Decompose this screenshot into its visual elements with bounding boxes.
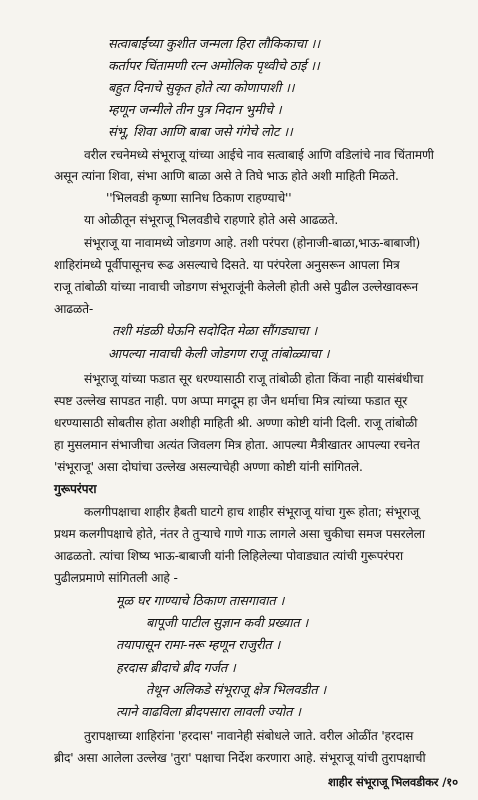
verse3-line: तयापासून रामा-नरू म्हणून राजुरीत । [116,638,281,653]
paragraph-line: संभूराजू यांच्या फडात सूर धरण्यासाठी राजू तांबोळी होता किंवा नाही यासंबंधीचा [84,372,424,386]
paragraph-line: तुरापक्षाच्या शाहिरांना 'हरदास' नावानेही संबोधले जाते. वरील ओळींत 'हरदास [84,729,414,743]
paragraph-line: संभूराजू या नावामध्ये जोडगण आहे. तशी परंपरा (होनाजी-बाळा,भाऊ-बाबाजी) [84,236,421,250]
verse3-line: बापूजी पाटील सुज्ञान कवी प्रख्यात । [146,616,309,631]
paragraph-line: धरण्यासाठी सोबतीस होता अशीही माहिती श्री. अण्णा कोष्टी यांनी दिली. राजू तांबोळी [54,416,418,430]
paragraph-line: प्रथम कलगीपक्षाचे होते, नंतर ते तुऱ्याचे गाणे गाऊ लागले असा चुकीचा समज पसरलेला [54,527,425,541]
verse3-line: मूळ घर गाण्याचे ठिकाण तासगावात । [116,594,285,609]
paragraph-line: या ओळीतून संभूराजू भिलवडीचे राहणारे होते असे आढळते. [84,213,339,227]
verse1-line: संभू, शिवा आणि बाबा जसे गंगेचे लोट ।। [108,125,293,140]
paragraph-line: कलगीपक्षाचा शाहीर हैबती घाटगे हाच शाहीर संभूराजू यांचा गुरू होता; संभूराजू [84,505,419,519]
verse1-line: म्हणून जन्मीले तीन पुत्र निदान भुमीचे । [108,103,282,118]
paragraph-line: पुढीलप्रमाणे सांगितली आहे - [54,571,178,585]
verse3-line: तेथून अलिकडे संभूराजू क्षेत्र भिलवडीत । [146,683,327,698]
verse3-line: त्याने वाढविला ब्रीदपसारा लावली ज्योत । [116,705,301,720]
paragraph-line: 'संभूराजू' असा दोघांचा उल्लेख असल्याचेही अण्णा कोष्टी यांनी सांगितले. [54,460,363,474]
section-heading: गुरूपरंपरा [54,482,97,496]
paragraph-line: राजू तांबोळी यांच्या नावाची जोडगण संभूराजूंनी केलेली होती असे पुढील उल्लेखावरून [54,280,418,294]
verse1-line: कर्तापर चिंतामणी रत्न अमोलिक पृथ्वीचे ठाई ।। [108,59,320,74]
verse3-line: हरदास ब्रीदाचे ब्रीद गर्जत । [116,661,236,676]
verse2-line: तशी मंडळी घेऊनि सदोदित मेळा सौंगड्याचा । [112,324,318,339]
page-footer: शाहीर संभूराजू भिलवडीकर /१० [328,775,458,789]
paragraph-line: स्पष्ट उल्लेख सापडत नाही. पण अप्पा मगदूम हा जैन धर्माचा मित्र त्यांच्या फडात सूर [54,394,408,408]
paragraph-line: आढळते- [54,302,94,316]
paragraph-line: असून त्यांना शिवा, संभा आणि बाळा असे ते तिघे भाऊ होते अशी माहिती मिळते. [54,169,399,183]
quote-line: ''भिलवडी कृष्णा सानिध ठिकाण राहण्याचे'' [106,191,292,205]
paragraph-line: शाहिरांमध्ये पूर्वीपासूनच रूढ असल्याचे दिसते. या परंपरेला अनुसरून आपला मित्र [54,258,400,272]
paragraph-line: ब्रीद' असा आलेला उल्लेख 'तुरा' पक्षाचा निर्देश करणारा आहे. संभूराजू यांची तुरापक्षाची [54,751,426,765]
paragraph-line: आढळतो. त्यांचा शिष्य भाऊ-बाबाजी यांनी लिहिलेल्या पोवाड्यात त्यांची गुरूपरंपरा [54,549,403,563]
verse2-line: आपल्या नावाची केली जोडगण राजू तांबोळ्याचा । [108,347,330,362]
verse1-line: सत्वाबाईंच्या कुशीत जन्मला हिरा लौकिकाचा ।। [108,37,320,52]
paragraph-line: हा मुसलमान संभाजीचा अत्यंत जिवलग मित्र होता. आपल्या मैत्रीखातर आपल्या रचनेत [54,438,420,452]
verse1-line: बहुत दिनाचे सुकृत होते त्या कोणापाशी ।। [108,81,295,96]
paragraph-line: वरील रचनेमध्ये संभूराजू यांच्या आईचे नाव सत्वाबाई आणि वडिलांचे नाव चिंतामणी [84,148,434,162]
